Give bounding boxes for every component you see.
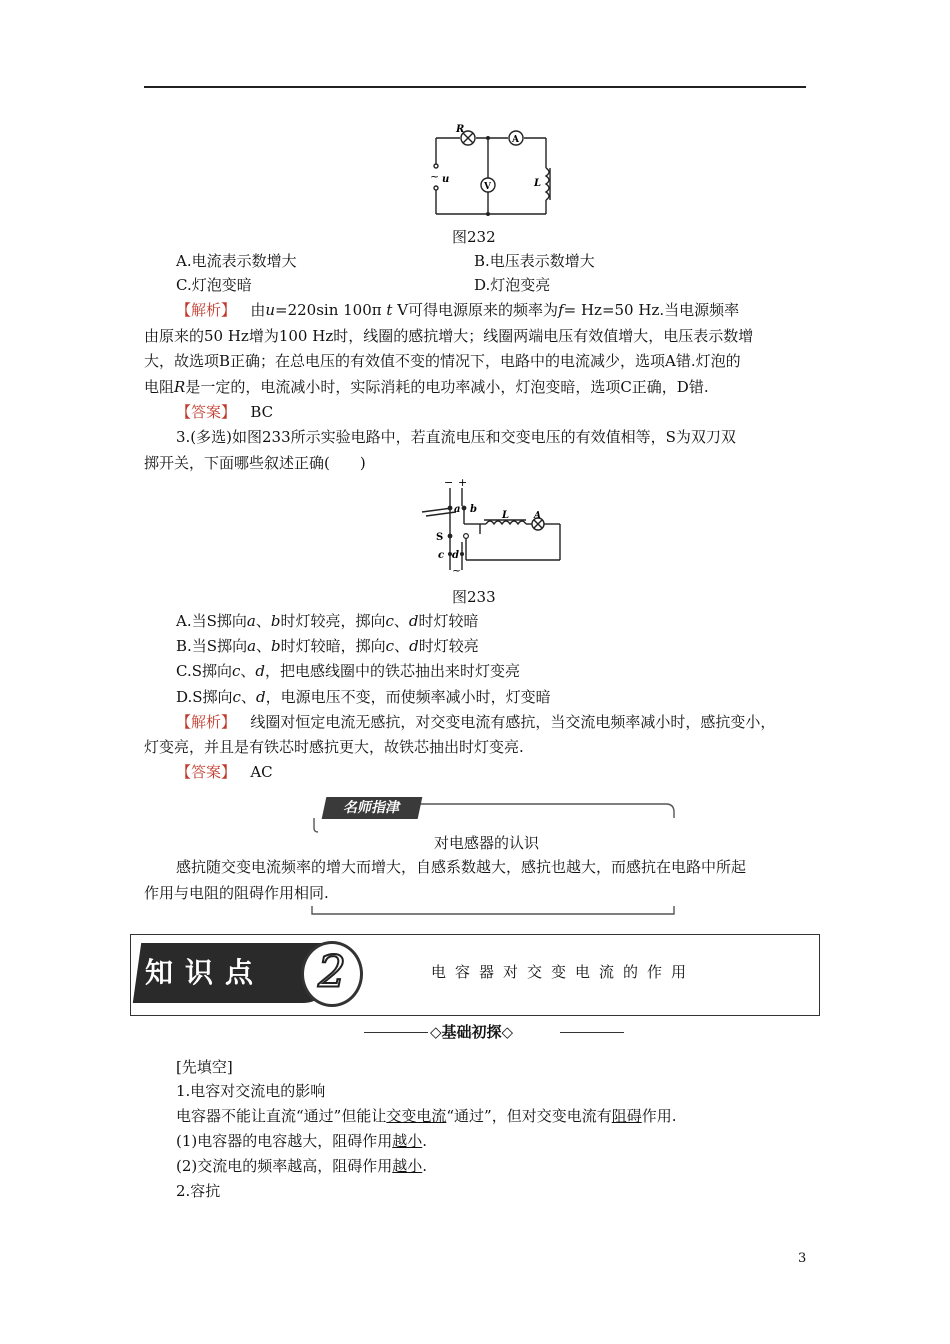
analysis-line-3: 大，故选项B正确；在总电压的有效值不变的情况下，电路中的电流减少，选项A错.灯泡的 [144,352,741,370]
var: c [385,612,394,630]
tip-title: 对电感器的认识 [434,834,540,852]
label-a: a [454,504,461,515]
text: ，电源电压不变，而使频率减小时，灯变暗 [265,688,551,706]
var: b [271,637,281,655]
q3-stem-line-2: 掷开关，下面哪些叙述正确( ) [144,454,366,472]
text: C.S掷向 [176,662,232,680]
sub-heading: ◇基础初探◇ [430,1023,514,1041]
text: . [422,1157,428,1175]
answer-value: AC [250,763,273,781]
tip-label: 名师指津 [322,797,423,819]
label-R: R [456,124,465,135]
var: c [232,662,241,680]
option-d: D.灯泡变亮 [474,276,551,294]
label-A: A [534,511,541,521]
text: 电阻 [144,378,175,396]
var: d [255,662,266,680]
label-tilde: ~ [452,564,462,577]
label-L: L [534,178,542,189]
label-b: b [470,504,477,515]
header-rule [144,86,806,88]
option-b: B.电压表示数增大 [474,252,595,270]
analysis-line-4 [144,376,709,398]
label-L: L [502,510,510,521]
label-S: S [436,532,444,543]
text: 由 [250,301,266,319]
var: a [247,637,257,655]
q3-answer-line [176,761,273,783]
q3-option-b [176,635,479,657]
text: 、 [255,612,271,630]
section-header [130,934,820,1016]
text: A.当S掷向 [176,612,247,630]
text: (1)电容器的电容越大，阻碍作用 [176,1132,393,1150]
q3-option-a [176,610,479,632]
fill-heading-2: 2.容抗 [176,1182,221,1200]
fill-line-3 [176,1155,427,1177]
text: 、 [256,637,272,655]
figure-caption-232: 图232 [452,228,496,246]
q3-analysis-line-1 [176,711,775,733]
fill-line-1 [176,1105,677,1127]
analysis-tag: 【解析】 [176,301,237,319]
circuit-figure-232 [420,118,560,222]
tip-header [310,797,674,833]
text: 时灯较暗 [418,612,479,630]
text: 电容器不能让直流“通过”但能让 [176,1107,387,1125]
var: d [255,688,266,706]
option-c: C.灯泡变暗 [176,276,252,294]
answer-value: BC [250,403,274,421]
var: c [232,688,241,706]
text: ，把电感线圈中的铁芯抽出来时灯变亮 [265,662,521,680]
text: 线圈对恒定电流无感抗，对交变电流有感抗，当交流电频率减小时，感抗变小， [250,713,776,731]
label-tilde: ~ [430,170,440,183]
text: 时灯较亮 [418,637,479,655]
circuit-figure-233 [414,478,564,578]
q3-analysis-line-2: 灯变亮，并且是有铁芯时感抗更大，故铁芯抽出时灯变亮. [144,738,524,756]
label-d: d [452,550,459,561]
text: 时灯较亮，掷向 [280,612,386,630]
blank-answer: 交变电流 [386,1107,447,1125]
text: . [422,1132,428,1150]
sub-rule-right [560,1032,624,1033]
fill-tag: [先填空] [176,1058,233,1076]
label-A: A [512,135,519,145]
text: 时灯较暗，掷向 [280,637,386,655]
var-t: t [386,301,393,319]
var: c [385,637,395,655]
section-banner-label: 知识点 [145,956,266,989]
analysis-line-1 [176,299,739,321]
section-number: 2 [301,941,363,1007]
text: =220sin 100π [275,301,382,319]
analysis-line-2: 由原来的50 Hz增为100 Hz时，线圈的感抗增大；线圈两端电压有效值增大，电压表示数增 [144,327,754,345]
blank-answer: 越小 [392,1132,423,1150]
text: 是一定的，电流减小时，实际消耗的电功率减小，灯泡变暗，选项C正确，D错. [185,378,709,396]
analysis-tag: 【解析】 [176,713,237,731]
var-u: u [265,301,276,319]
q3-stem-line-1: 3.(多选)如图233所示实验电路中，若直流电压和交变电压的有效值相等，S为双刀双 [176,428,736,446]
text: 、 [394,637,410,655]
text: (2)交流电的频率越高，阻碍作用 [176,1157,393,1175]
var-f: f [558,301,564,319]
text: 、 [240,662,256,680]
answer-tag: 【答案】 [176,403,237,421]
tip-line-2: 作用与电阻的阻碍作用相同. [144,884,329,902]
var: d [409,637,419,655]
blank-answer: 越小 [392,1157,423,1175]
option-a: A.电流表示数增大 [176,252,297,270]
text: = Hz=50 Hz.当电源频率 [563,301,740,319]
answer-line [176,401,273,423]
text: 作用. [641,1107,677,1125]
figure-caption-233: 图233 [452,588,496,606]
text: “通过”，但对交变电流有 [446,1107,612,1125]
q3-option-d [176,686,551,708]
blank-answer: 阻碍 [611,1107,642,1125]
q3-option-c [176,660,520,682]
label-plus: + [458,478,468,489]
label-V: V [484,182,491,192]
text: 、 [393,612,409,630]
var: b [270,612,281,630]
text: B.当S掷向 [176,637,248,655]
answer-tag: 【答案】 [176,763,237,781]
label-minus: − [444,478,454,489]
var-R: R [174,378,186,396]
fill-heading-1: 1.电容对交流电的影响 [176,1082,326,1100]
text: D.S掷向 [176,688,233,706]
sub-rule-left [364,1032,428,1033]
fill-line-2 [176,1130,427,1152]
section-title: 电容器对交变电流的作用 [431,963,696,981]
page-number: 3 [798,1251,807,1266]
text: V可得电源原来的频率为 [392,301,559,319]
tip-line-1: 感抗随交变电流频率的增大而增大，自感系数越大，感抗也越大，而感抗在电路中所起 [176,858,747,876]
text: 、 [240,688,256,706]
var: a [246,612,256,630]
label-u: u [442,174,450,185]
var: d [408,612,419,630]
label-c: c [438,550,445,561]
